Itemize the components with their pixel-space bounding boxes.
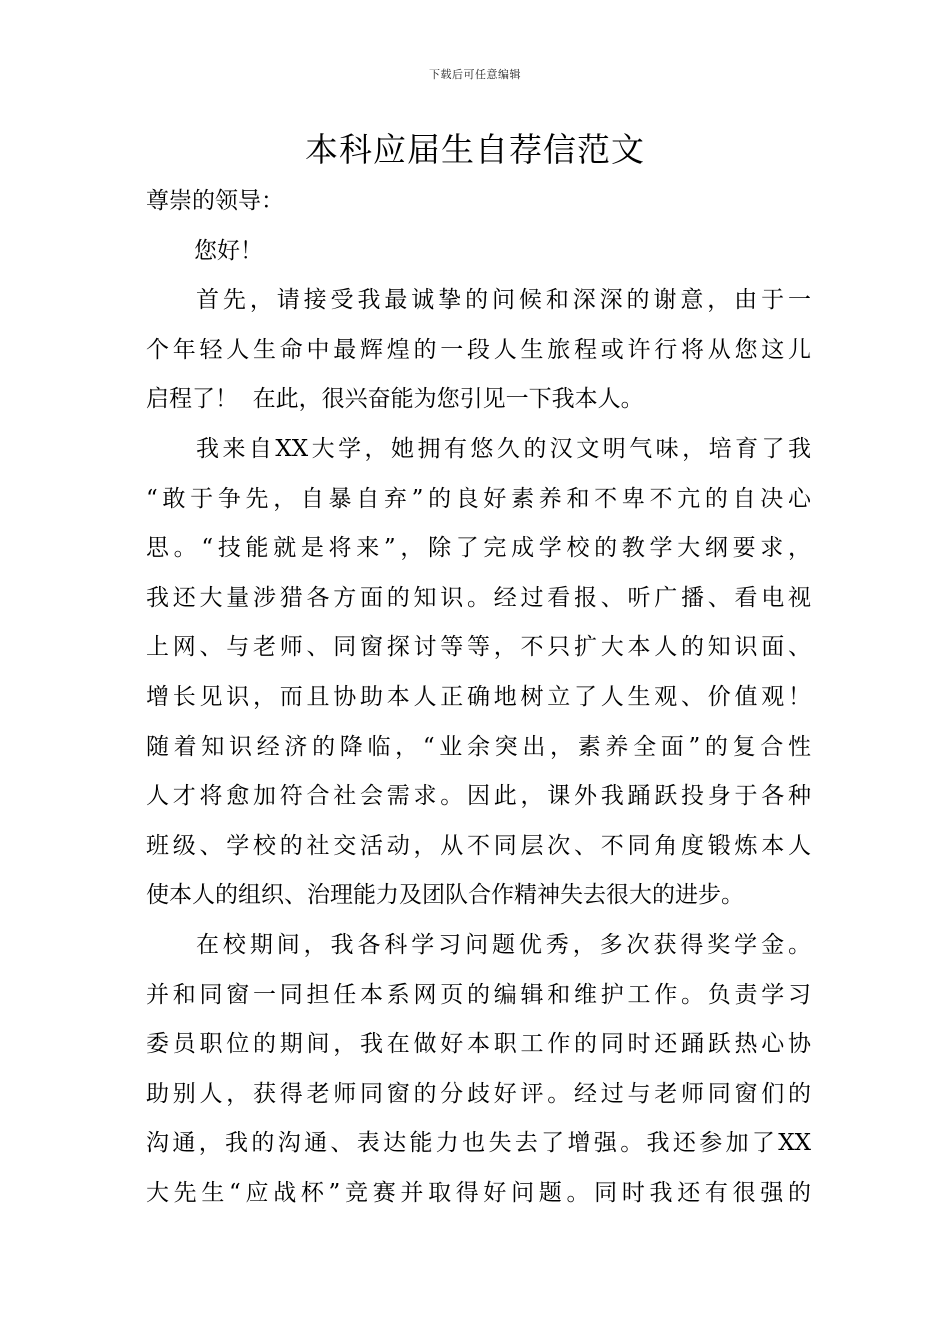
paragraph-line: 我来自XX大学，她拥有悠久的汉文明气味，培育了我 — [196, 435, 811, 462]
letter-body — [146, 177, 811, 1218]
paragraph-line: 班级、学校的社交活动，从不同层次、不同角度锻炼本人 — [146, 832, 811, 859]
paragraph-line: 首先，请接受我最诚挚的问候和深深的谢意，由于一 — [196, 287, 811, 314]
paragraph-line: 个年轻人生命中最辉煌的一段人生旅程或许行将从您这儿 — [146, 336, 811, 363]
paragraph-line: 上网、与老师、同窗探讨等等，不只扩大本人的知识面、 — [146, 634, 811, 661]
paragraph-line: “敢于争先，自暴自弃”的良好素养和不卑不亢的自决心 — [146, 485, 811, 512]
document-title: 本科应届生自荐信范文 — [305, 130, 645, 169]
greeting: 您好！ — [194, 237, 263, 264]
paragraph-line: 思。“技能就是将来”，除了完成学校的教学大纲要求， — [146, 535, 811, 562]
paragraph-line: 增长见识，而且协助本人正确地树立了人生观、价值观！ — [146, 683, 811, 710]
paragraph-line: 在校期间，我各科学习问题优秀，多次获得奖学金。 — [196, 931, 811, 958]
paragraph-line: 使本人的组织、治理能力及团队合作精神失去很大的进步。 — [146, 882, 744, 909]
paragraph-line: 大先生“应战杯”竞赛并取得好问题。同时我还有很强的 — [146, 1179, 811, 1206]
paragraph-line: 委员职位的期间，我在做好本职工作的同时还踊跃热心协 — [146, 1031, 811, 1058]
paragraph-line: 我还大量涉猎各方面的知识。经过看报、听广播、看电视 — [146, 584, 811, 611]
header-note: 下载后可任意编辑 — [429, 68, 521, 81]
paragraph-line: 沟通，我的沟通、表达能力也失去了增强。我还参加了XX — [146, 1130, 811, 1157]
paragraph-line: 并和同窗一同担任本系网页的编辑和维护工作。负责学习 — [146, 981, 811, 1008]
paragraph-line: 启程了！ 在此，很兴奋能为您引见一下我本人。 — [146, 386, 644, 413]
salutation: 尊崇的领导： — [146, 188, 284, 214]
paragraph-line: 随着知识经济的降临，“业余突出，素养全面”的复合性 — [146, 733, 811, 760]
paragraph-line: 人才将愈加符合社会需求。因此，课外我踊跃投身于各种 — [146, 783, 811, 810]
paragraph-line: 助别人，获得老师同窗的分歧好评。经过与老师同窗们的 — [146, 1080, 811, 1107]
